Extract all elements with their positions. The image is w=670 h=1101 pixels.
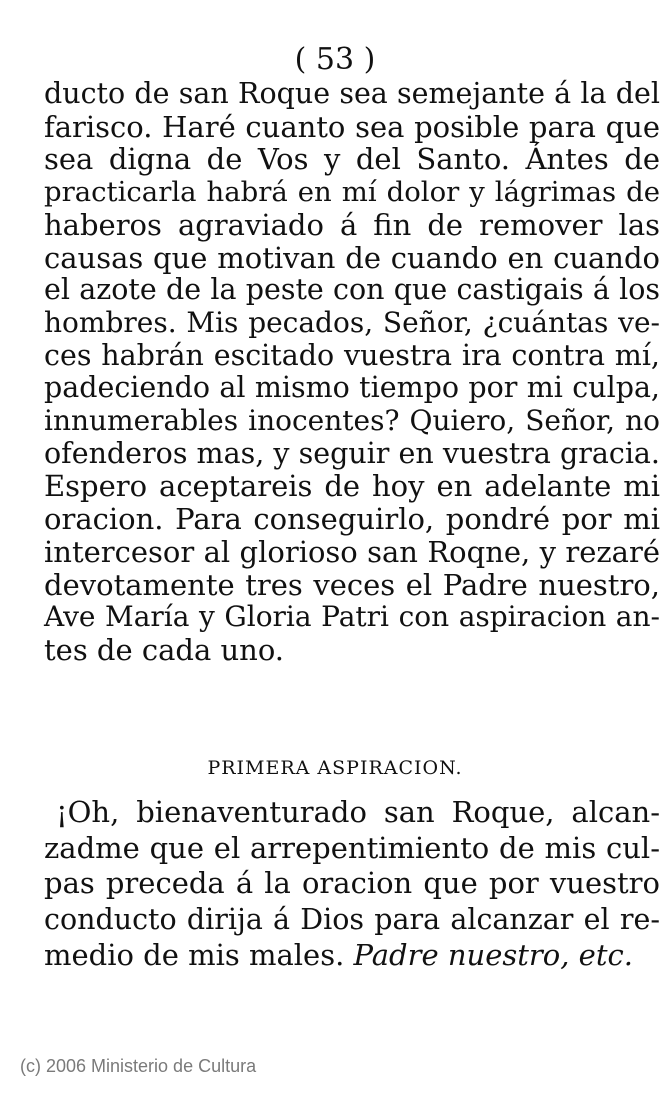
text-line: intercesor al glorioso san Roqne, y rezaré [44,534,660,569]
text-line: conducto dirija á Dios para alcanzar el re- [44,903,660,937]
aspiration-paragraph [44,795,660,974]
text-line: sea digna de Vos y del Santo. Ántes de [44,142,660,177]
copyright-watermark: (c) 2006 Ministerio de Cultura [20,1056,257,1076]
body-paragraph [44,78,660,667]
text-line: ces habrán escitado vuestra ira contra mí, [44,338,660,372]
text-line: el azote de la peste con que castigais á los [44,273,660,307]
text-line: ¡Oh, bienaventurado san Roque, alcan- [56,795,660,829]
text-line: pas preceda á la oracion que por vuestro [44,866,660,901]
text-line [44,938,660,974]
text-line: farisco. Haré cuanto sea posible para que [44,109,660,144]
text-line-plain: medio de mis males. [44,937,354,972]
text-line: Ave María y Gloria Patri con aspiracion an- [44,600,660,634]
text-line: hombres. Mis pecados, Señor, ¿cuántas ve- [44,305,660,339]
text-line: haberos agraviado á fin de remover las [44,207,660,242]
text-line: ofenderos mas, y seguir en vuestra gracia. [44,436,660,470]
section-heading: PRIMERA ASPIRACION. [207,757,463,779]
text-line: oracion. Para conseguirlo, pondré por mi [44,502,660,537]
text-line: practicarla habrá en mí dolor y lágrimas de [44,176,660,209]
text-line: ducto de san Roque sea semejante á la del [44,77,660,110]
text-line: padeciendo al mismo tiempo por mi culpa, [44,371,660,405]
page-number: ( 53 ) [294,42,376,77]
text-line: devotamente tres veces el Padre nuestro, [44,567,660,602]
text-line-italic: Padre nuestro, etc. [353,937,633,972]
text-line: tes de cada uno. [44,632,284,667]
text-line: causas que motivan de cuando en cuando [44,240,660,275]
text-line: Espero aceptareis de hoy en adelante mi [44,469,660,504]
text-line: zadme que el arrepentimiento de mis cul- [44,830,660,865]
text-line: innumerables inocentes? Quiero, Señor, no [44,404,660,438]
